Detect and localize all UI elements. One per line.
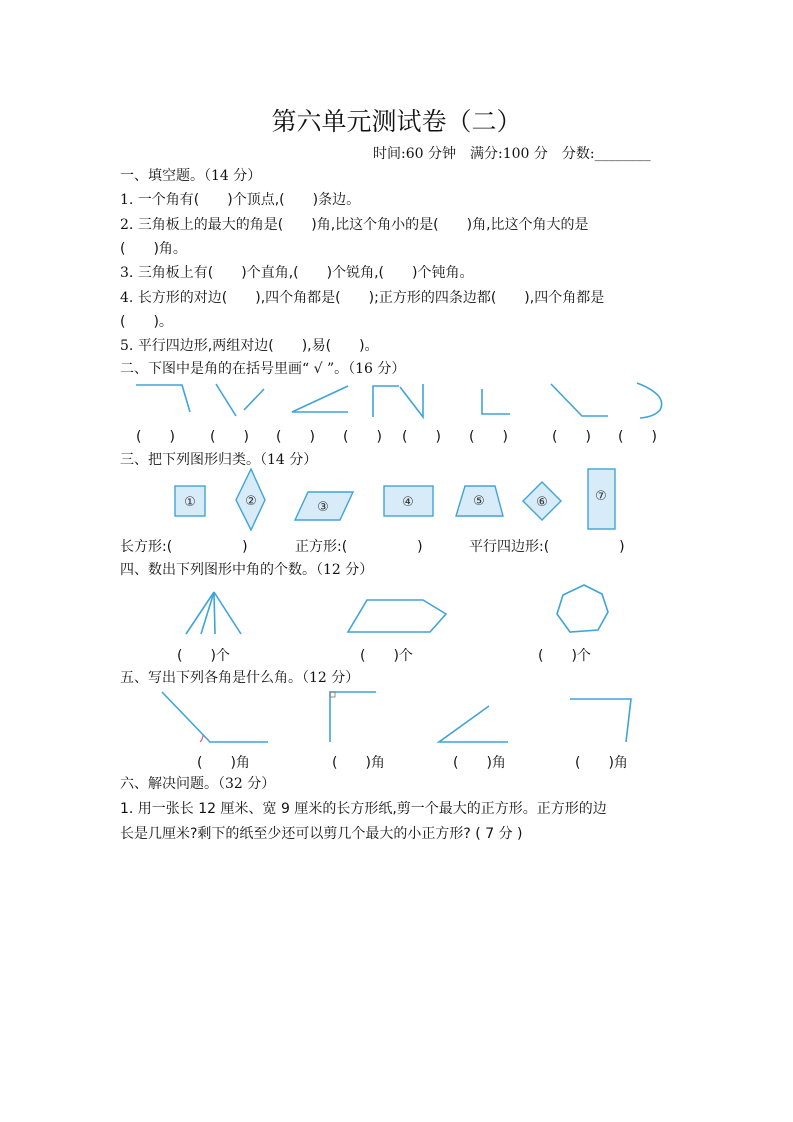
problem-1-line-1: 1. 用一张长 12 厘米、宽 9 厘米的长方形纸,剪一个最大的正方形。正方形的边 (120, 801, 607, 817)
figure-s5-acute-angle-2 (570, 699, 631, 742)
answer-blank[interactable]: ( )角 (575, 755, 628, 771)
answer-blank[interactable]: ( )角 (332, 755, 385, 771)
category-square[interactable]: 正方形:( ) (295, 539, 423, 555)
category-rectangle[interactable]: 长方形:( ) (120, 539, 248, 555)
figure-s5-right-angle (330, 692, 376, 742)
answer-blank[interactable]: ( ) (210, 429, 249, 445)
section-2-heading: 二、下图中是角的在括号里画“ √ ”。（16 分） (120, 361, 406, 377)
answer-blank[interactable]: ( ) (402, 429, 441, 445)
answer-blank[interactable]: ( ) (276, 429, 315, 445)
answer-blank[interactable]: ( ) (136, 429, 175, 445)
question-number: 2. (120, 217, 134, 233)
section-6-heading: 六、解决问题。（32 分） (120, 776, 276, 792)
exam-meta: 时间:60 分钟 满分:100 分 分数:________ (373, 146, 651, 162)
question-number: 5. (120, 338, 134, 354)
section-1-heading: 一、填空题。（14 分） (120, 168, 262, 184)
answer-blank[interactable]: ( ) (618, 429, 657, 445)
question-text: 三角板上的最大的角是( )角,比这个角小的是( )角,比这个角大的是 (137, 217, 589, 233)
shape-label: ② (245, 494, 257, 509)
question-text: ( )。 (120, 314, 173, 330)
question-text: 一个角有( )个顶点,( )条边。 (137, 192, 361, 208)
figure-s5-obtuse-angle (162, 692, 268, 742)
answer-blank[interactable]: ( )个 (360, 648, 413, 664)
answer-blank[interactable]: ( ) (469, 429, 508, 445)
question-number: 3. (120, 265, 134, 281)
question-text: 平行四边形,两组对边( ),易( )。 (137, 338, 379, 354)
question-text: 长方形的对边( ),四个角都是( );正方形的四条边都( ),四个角都是 (137, 290, 605, 306)
figure-s5-acute-angle (439, 706, 508, 742)
question-text: 三角板上有( )个直角,( )个锐角,( )个钝角。 (137, 265, 474, 281)
answer-blank[interactable]: ( )角 (197, 755, 250, 771)
category-parallelogram[interactable]: 平行四边形:( ) (469, 539, 625, 555)
shape-label: ④ (402, 495, 414, 510)
question-number: 1. (120, 192, 134, 208)
question-number: 4. (120, 290, 134, 306)
answer-blank[interactable]: ( )角 (453, 755, 506, 771)
shape-label: ⑦ (595, 489, 607, 504)
shape-label: ① (184, 495, 196, 510)
answer-blank[interactable]: ( )个 (538, 648, 591, 664)
problem-1-line-2: 长是几厘米?剩下的纸至少还可以剪几个最大的小正方形? ( 7 分 ) (120, 826, 523, 842)
section-4-heading: 四、数出下列图形中角的个数。（12 分） (120, 562, 374, 578)
question-text: ( )角。 (120, 241, 187, 257)
section-3-heading: 三、把下列图形归类。（14 分） (120, 452, 318, 468)
answer-blank[interactable]: ( ) (552, 429, 591, 445)
section-5-heading: 五、写出下列各角是什么角。（12 分） (120, 670, 360, 686)
shape-label: ⑥ (536, 495, 548, 510)
answer-blank[interactable]: ( )个 (177, 648, 230, 664)
shape-label: ③ (317, 500, 329, 515)
answer-blank[interactable]: ( ) (343, 429, 382, 445)
page-title: 第六单元测试卷（二） (271, 107, 522, 136)
shape-label: ⑤ (473, 494, 485, 509)
